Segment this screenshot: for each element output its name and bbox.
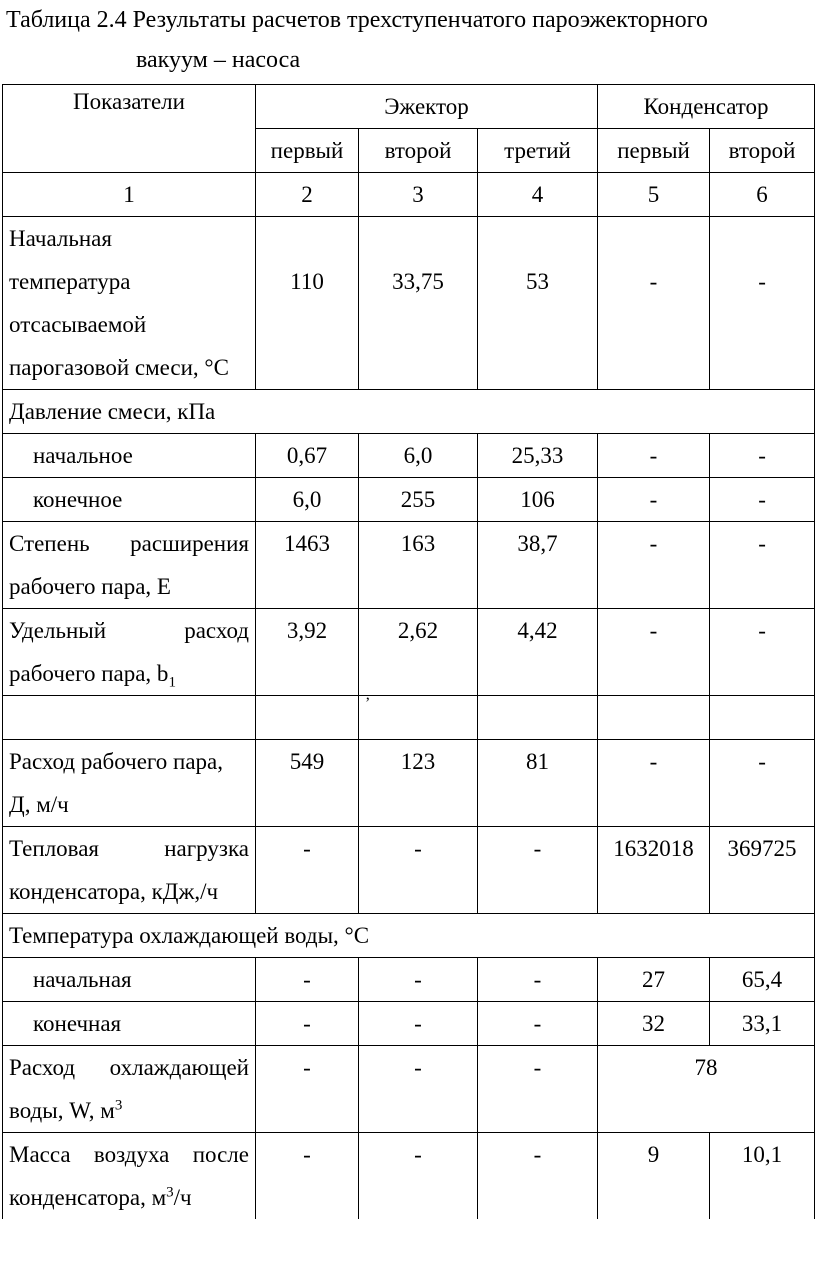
label-line: парогазовой смеси, °С xyxy=(9,355,229,380)
table-row-expansion xyxy=(3,522,815,609)
cell-value: 0,67 xyxy=(256,434,359,478)
table-row-cooling-heading xyxy=(3,914,815,958)
cell-value: 27 xyxy=(598,958,710,1002)
cell-value: - xyxy=(256,1133,359,1220)
cell-value: - xyxy=(598,217,710,390)
label-text: /ч xyxy=(173,1185,192,1210)
cell-value: - xyxy=(359,1002,478,1046)
row-label: начальная xyxy=(3,958,256,1002)
label-line: Начальная xyxy=(9,226,112,251)
column-number: 4 xyxy=(478,173,598,217)
cell-value: - xyxy=(478,1002,598,1046)
table-row-blank xyxy=(3,696,815,740)
cell-value: - xyxy=(710,217,815,390)
cell-value: - xyxy=(256,827,359,914)
caption-line-2: вакуум – насоса xyxy=(136,47,301,73)
table-row-initial-temperature xyxy=(3,217,815,390)
table-row-pressure-final xyxy=(3,478,815,522)
label-line xyxy=(9,1089,249,1132)
cell-value: - xyxy=(359,827,478,914)
label-superscript: 3 xyxy=(114,1097,123,1114)
cell-value: - xyxy=(710,609,815,696)
row-label xyxy=(3,217,256,390)
cell-value: 53 xyxy=(478,217,598,390)
row-label: конечное xyxy=(3,478,256,522)
cell-value: - xyxy=(478,827,598,914)
label-line xyxy=(9,652,249,695)
label-line: Расход рабочего пара, xyxy=(9,749,223,774)
empty-cell xyxy=(478,696,598,740)
cell-value: - xyxy=(256,958,359,1002)
empty-cell xyxy=(256,696,359,740)
row-label xyxy=(3,1046,256,1133)
row-label: конечная xyxy=(3,1002,256,1046)
cell-value: - xyxy=(710,522,815,609)
cell-value: - xyxy=(256,1046,359,1133)
label-text: конденсатора, м xyxy=(9,1185,167,1210)
header-condenser-1: первый xyxy=(598,129,710,173)
label-line xyxy=(9,1176,249,1219)
label-superscript: 3 xyxy=(166,1184,174,1201)
label-line: Расход охлаждающей xyxy=(9,1055,249,1080)
cell-value: 33,1 xyxy=(710,1002,815,1046)
label-line: температура xyxy=(9,269,131,294)
header-condenser: Конденсатор xyxy=(598,85,815,129)
header-indicators: Показатели xyxy=(3,85,256,173)
cell-value: 6,0 xyxy=(256,478,359,522)
table-row-cooling-flow xyxy=(3,1046,815,1133)
table-row-steam-flow xyxy=(3,740,815,827)
cell-value: - xyxy=(359,958,478,1002)
cell-value: - xyxy=(710,434,815,478)
header-ejector-3: третий xyxy=(478,129,598,173)
label-line: Д, м/ч xyxy=(9,792,69,817)
table-caption xyxy=(6,0,806,80)
label-line: конденсатора, кДж,/ч xyxy=(9,879,219,904)
empty-cell xyxy=(598,696,710,740)
cell-value: - xyxy=(359,1046,478,1133)
cell-value: - xyxy=(710,740,815,827)
cell-value: 110 xyxy=(256,217,359,390)
cell-value: - xyxy=(598,434,710,478)
row-label xyxy=(3,827,256,914)
label-subscript: 1 xyxy=(168,674,176,691)
row-label xyxy=(3,609,256,696)
cell-value: 123 xyxy=(359,740,478,827)
cell-value: - xyxy=(478,1046,598,1133)
row-label xyxy=(3,740,256,827)
label-line: Удельный расход xyxy=(9,618,249,643)
results-table xyxy=(2,84,815,1219)
cell-value: 255 xyxy=(359,478,478,522)
cell-value: 2,62 xyxy=(359,609,478,696)
row-section-label: Температура охлаждающей воды, °С xyxy=(3,914,815,958)
cell-value: 163 xyxy=(359,522,478,609)
label-text: рабочего пара, b xyxy=(9,661,169,686)
table-row-heat-load xyxy=(3,827,815,914)
table-row-air-mass xyxy=(3,1133,815,1220)
cell-value: 25,33 xyxy=(478,434,598,478)
column-number: 1 xyxy=(3,173,256,217)
empty-cell xyxy=(359,696,478,740)
header-ejector-1: первый xyxy=(256,129,359,173)
column-number-row xyxy=(3,173,815,217)
cell-value: 65,4 xyxy=(710,958,815,1002)
label-line: Масса воздуха после xyxy=(9,1142,249,1167)
caption-line-1: Таблица 2.4 Результаты расчетов трехступенчатого пароэжекторного xyxy=(6,7,708,33)
cell-value: 1463 xyxy=(256,522,359,609)
column-number: 5 xyxy=(598,173,710,217)
cell-value: - xyxy=(478,1133,598,1220)
cell-value: 3,92 xyxy=(256,609,359,696)
header-row-groups xyxy=(3,85,815,129)
table-row-pressure-heading xyxy=(3,390,815,434)
label-line: отсасываемой xyxy=(9,312,147,337)
column-number: 2 xyxy=(256,173,359,217)
header-ejector: Эжектор xyxy=(256,85,598,129)
row-label xyxy=(3,1133,256,1220)
table-row-cooling-initial xyxy=(3,958,815,1002)
cell-value: - xyxy=(710,478,815,522)
cell-value: 106 xyxy=(478,478,598,522)
row-label: начальное xyxy=(3,434,256,478)
label-line: рабочего пара, Е xyxy=(9,574,171,599)
label-line: Степень расширения xyxy=(9,531,249,556)
label-line: Тепловая нагрузка xyxy=(9,836,249,861)
empty-cell xyxy=(3,696,256,740)
cell-value: 4,42 xyxy=(478,609,598,696)
cell-value: - xyxy=(598,522,710,609)
cell-value: 9 xyxy=(598,1133,710,1220)
row-label xyxy=(3,522,256,609)
cell-value: 549 xyxy=(256,740,359,827)
cell-value: 32 xyxy=(598,1002,710,1046)
cell-value: 33,75 xyxy=(359,217,478,390)
cell-value: - xyxy=(359,1133,478,1220)
column-number: 3 xyxy=(359,173,478,217)
cell-value: - xyxy=(256,1002,359,1046)
label-text: воды, W, м xyxy=(9,1098,115,1123)
cell-value: - xyxy=(478,958,598,1002)
cell-value: - xyxy=(598,478,710,522)
cell-value: - xyxy=(598,609,710,696)
cell-value: 81 xyxy=(478,740,598,827)
cell-value: 6,0 xyxy=(359,434,478,478)
table-row-cooling-final xyxy=(3,1002,815,1046)
cell-value: - xyxy=(598,740,710,827)
stray-mark: ’ xyxy=(365,695,371,712)
cell-value: 38,7 xyxy=(478,522,598,609)
cell-value: 1632018 xyxy=(598,827,710,914)
header-condenser-2: второй xyxy=(710,129,815,173)
table-row-specific-consumption xyxy=(3,609,815,696)
cell-value-merged: 78 xyxy=(598,1046,815,1133)
empty-cell xyxy=(710,696,815,740)
header-ejector-2: второй xyxy=(359,129,478,173)
cell-value: 369725 xyxy=(710,827,815,914)
row-section-label: Давление смеси, кПа xyxy=(3,390,815,434)
column-number: 6 xyxy=(710,173,815,217)
cell-value: 10,1 xyxy=(710,1133,815,1220)
table-row-pressure-initial xyxy=(3,434,815,478)
